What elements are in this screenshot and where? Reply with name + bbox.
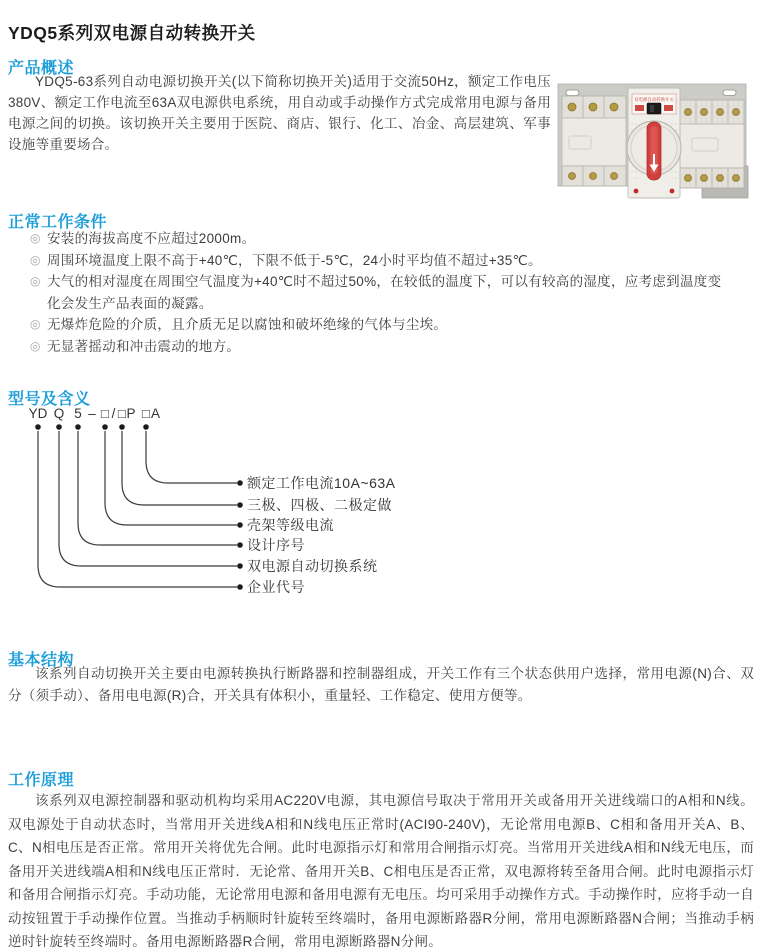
- section-heading-structure: 基本结构: [8, 652, 75, 670]
- model-label: 额定工作电流10A~63A: [247, 475, 396, 491]
- list-item-text: 无爆炸危险的介质，且介质无足以腐蚀和破坏绝缘的气体与尘埃。: [47, 317, 448, 332]
- indicator-window-right: [664, 105, 673, 111]
- model-label: 设计序号: [247, 537, 305, 553]
- model-label: 三极、四极、二极定做: [247, 497, 392, 513]
- list-item: [30, 250, 732, 272]
- product-photo: [552, 58, 752, 213]
- section-heading-principle: 工作原理: [8, 772, 75, 790]
- model-code-part: □: [100, 406, 110, 421]
- structure-paragraph: 该系列自动切换开关主要由电源转换执行断路器和控制器组成，开关工作有三个状态供用户选择，常用电源(N)合、双分（须手动）、备用电电源(R)合，开关具有体积小，重量轻、工作稳定、使用方便等。: [8, 666, 754, 703]
- indicator-led: [670, 189, 675, 194]
- model-code-part: 5: [74, 406, 82, 421]
- list-item: [30, 314, 732, 336]
- mounting-hole: [723, 90, 736, 96]
- model-code-part: A: [150, 406, 161, 421]
- principle-paragraph: 该系列双电源控制器和驱动机构均采用AC220V电源，其电源信号取决于常用开关或备用开关进线端口的A相和N线。双电源处于自动状态时，当常用开关进线A相和N线电压正常时(ACI90-240V)，无论常用电源B、C相和备用开关A、B、C、N相电压是否正常。常用开关将优先合闸。此时电源指示灯和常用合闸指示灯亮。当常用开关进线A相和N线无电压，而备用开关进线端A相和N线电压正常时．无论常、备用开关B、C相电压是否正常，双电源将转至备用合闸。此时电源指示灯和备用合闸指示灯亮。手动功能，无论常用电源和备用电源有无电压。均可采用手动操作方式。手动操作时，应将手动一自动按钮置于手动操作位置。当推动手柄顺时针旋转至终端时，备用电源断路器R分闸，常用电源断路器N合闸；当推动手柄逆时针旋转至终端时。备用电源断路器R合闸，常用电源断路器N分闸。: [8, 793, 754, 949]
- ring-bullet-icon: ◎: [30, 252, 41, 267]
- model-code-part: Q: [53, 406, 65, 421]
- indicator-led: [634, 189, 639, 194]
- section-heading-model: 型号及含义: [8, 391, 91, 409]
- right-breaker-module: [680, 100, 744, 188]
- list-item: [30, 336, 732, 358]
- ring-bullet-icon: ◎: [30, 338, 41, 353]
- model-code-part: □: [141, 406, 151, 421]
- section-heading-overview: 产品概述: [8, 60, 75, 78]
- mounting-hole: [566, 90, 579, 96]
- conditions-list: [30, 228, 732, 357]
- ring-bullet-icon: ◎: [30, 317, 41, 331]
- list-item-text: 周围环境温度上限不高于+40℃，下限不低于-5℃，24小时平均值不超过+35℃。: [47, 252, 542, 268]
- list-item-text: 大气的相对湿度在周围空气温度为+40℃时不超过50%，在较低的温度下，可以有较高的湿度，应考虑到温度变化会发生产品表面的凝露。: [47, 274, 722, 311]
- ring-bullet-icon: ◎: [30, 274, 41, 288]
- model-label: 企业代号: [247, 579, 305, 595]
- ring-bullet-icon: ◎: [30, 231, 41, 245]
- transfer-switch-illustration: [552, 58, 752, 213]
- model-label: 双电源自动切换系统: [247, 558, 378, 574]
- model-label: 壳架等级电流: [247, 517, 334, 533]
- left-breaker-module: [562, 96, 626, 186]
- overview-paragraph: YDQ5-63系列自动电源切换开关(以下简称切换开关)适用于交流50Hz，额定工作电压380V、额定工作电流至63A双电源供电系统，用自动或手动操作方式完成常用电源与备用电源之间的切换。该切换开关主要用于医院、商店、银行、化工、冶金、高层建筑、军事设施等重要场合。: [8, 74, 551, 152]
- model-code-part: /: [111, 406, 116, 421]
- page-title: YDQ5系列双电源自动转换开关: [8, 22, 256, 43]
- indicator-window-left: [635, 105, 644, 111]
- center-control-module: [627, 88, 681, 198]
- nameplate-text: 双电源自动转换开关: [634, 97, 674, 102]
- list-item-text: 安装的海拔高度不应超过2000m。: [47, 231, 256, 246]
- model-code-part: YD: [28, 406, 48, 421]
- model-code-diagram: [0, 400, 520, 600]
- model-code-part: –: [88, 406, 96, 421]
- list-item-text: 无显著摇动和冲击震动的地方。: [47, 338, 241, 354]
- model-code-part: P: [126, 406, 136, 421]
- rotary-handle: [647, 122, 661, 180]
- model-code-part: □: [117, 406, 127, 421]
- section-heading-conditions: 正常工作条件: [8, 214, 108, 232]
- list-item: [30, 271, 732, 314]
- list-item: [30, 228, 732, 250]
